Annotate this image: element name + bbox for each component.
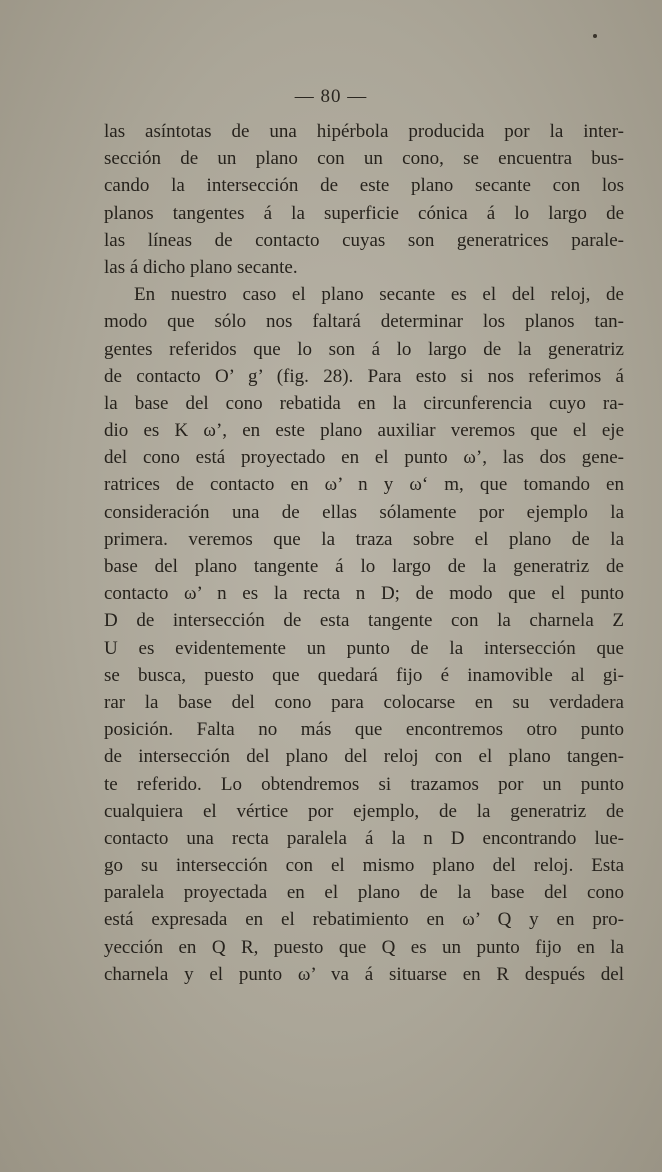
- text-line: dio es K ω’, en este plano auxiliar veremos que el eje: [104, 420, 624, 442]
- text-line: la base del cono rebatida en la circunferencia cuyo ra-: [104, 392, 624, 414]
- text-line: En nuestro caso el plano secante es el del reloj, de: [134, 284, 624, 306]
- text-line: las líneas de contacto cuyas son generatrices parale-: [104, 229, 624, 251]
- body-text: [104, 118, 624, 988]
- ink-dot: [593, 34, 597, 38]
- text-line: de contacto O’ g’ (fig. 28). Para esto si nos referimos á: [104, 365, 624, 387]
- text-line: sección de un plano con un cono, se encuentra bus-: [104, 148, 624, 170]
- text-line: las asíntotas de una hipérbola producida por la inter-: [104, 121, 624, 142]
- text-line: U es evidentemente un punto de la intersección que: [104, 637, 624, 659]
- text-line: te referido. Lo obtendremos si trazamos por un punto: [104, 773, 624, 795]
- text-line: las á dicho plano secante.: [104, 256, 298, 278]
- text-line: D de intersección de esta tangente con la charnela Z: [104, 610, 624, 632]
- page-number: — 80 —: [294, 86, 368, 107]
- text-line: planos tangentes á la superficie cónica á lo largo de: [104, 202, 624, 224]
- text-line: gentes referidos que lo son á lo largo de la generatriz: [104, 338, 624, 360]
- text-line: está expresada en el rebatimiento en ω’ Q y en pro-: [104, 909, 624, 931]
- text-line: contacto ω’ n es la recta n D; de modo que el punto: [104, 583, 624, 605]
- text-line: paralela proyectada en el plano de la base del cono: [104, 882, 624, 904]
- text-line: del cono está proyectado en el punto ω’, las dos gene-: [104, 447, 624, 469]
- text-line: charnela y el punto ω’ va á situarse en R después del: [104, 963, 624, 985]
- text-line: yección en Q R, puesto que Q es un punto fijo en la: [104, 936, 624, 958]
- text-line: go su intersección con el mismo plano del reloj. Esta: [104, 855, 624, 877]
- text-line: primera. veremos que la traza sobre el plano de la: [104, 528, 624, 550]
- text-line: modo que sólo nos faltará determinar los planos tan-: [104, 311, 624, 333]
- text-line: base del plano tangente á lo largo de la generatriz de: [104, 556, 624, 577]
- text-line: de intersección del plano del reloj con el plano tangen-: [104, 746, 624, 768]
- text-line: cando la intersección de este plano secante con los: [104, 175, 624, 197]
- text-line: ratrices de contacto en ω’ n y ω‘ m, que tomando en: [104, 474, 624, 496]
- text-line: posición. Falta no más que encontremos otro punto: [104, 719, 624, 741]
- text-line: contacto una recta paralela á la n D encontrando lue-: [104, 827, 624, 849]
- text-line: rar la base del cono para colocarse en su verdadera: [104, 691, 624, 713]
- text-line: cualquiera el vértice por ejemplo, de la generatriz de: [104, 800, 624, 822]
- text-line: se busca, puesto que quedará fijo é inamovible al gi-: [104, 664, 624, 686]
- text-line: consideración una de ellas sólamente por ejemplo la: [104, 501, 624, 523]
